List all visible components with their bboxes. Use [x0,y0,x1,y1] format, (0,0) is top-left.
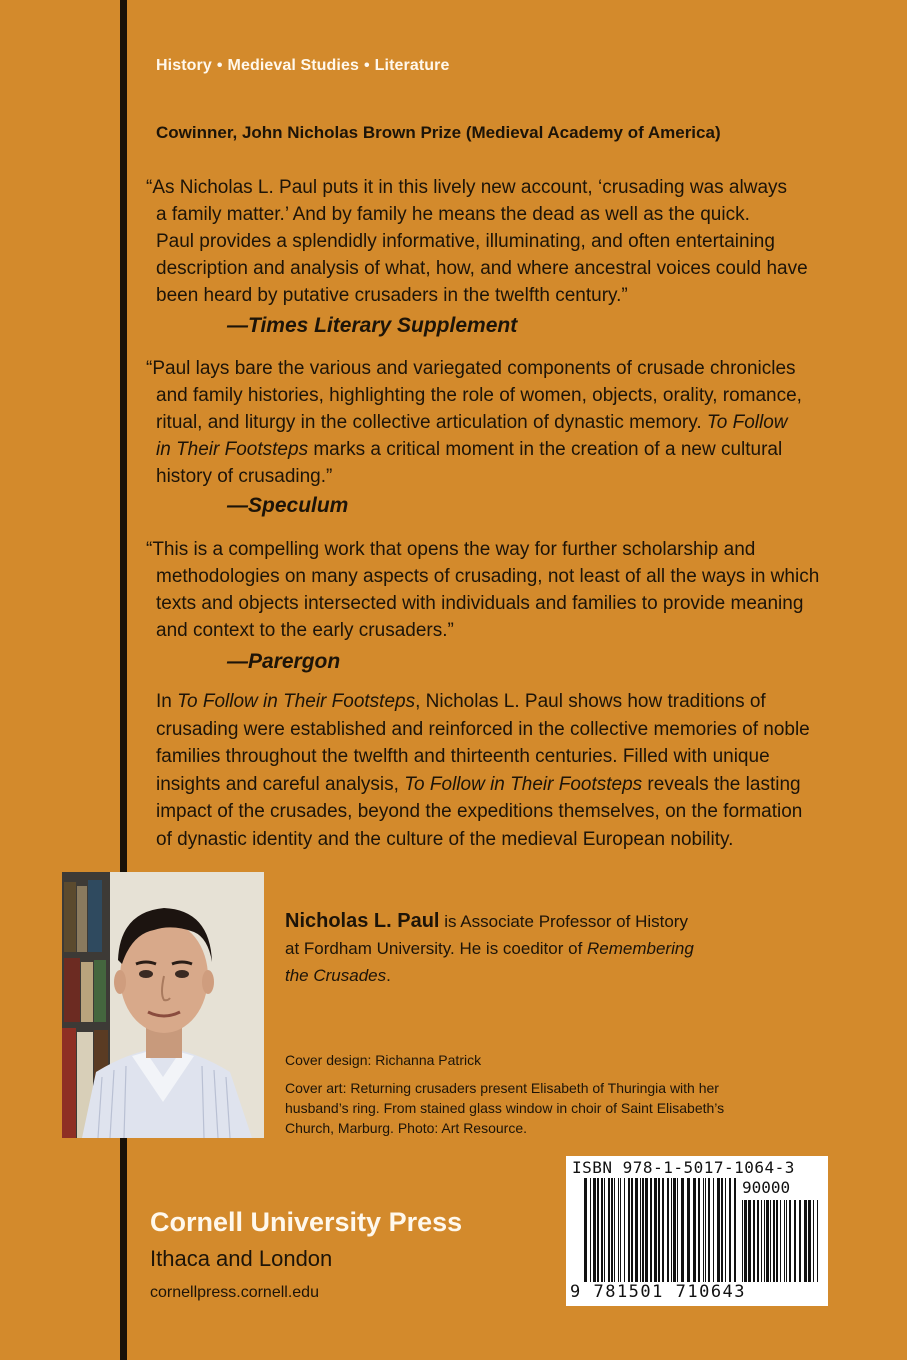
barcode-bar [667,1178,669,1282]
description-text: , Nicholas L. Paul shows how traditions of [415,691,766,712]
barcode-bar [650,1178,652,1282]
barcode-bar [584,1178,587,1282]
cover-art-credit [285,1078,825,1138]
description-line: crusading were established and reinforced in the collective memories of noble [156,718,810,740]
barcode-bar [590,1178,591,1282]
barcode-bar [705,1178,706,1282]
barcode-bar [748,1200,751,1282]
quote-line: and context to the early crusaders.” [156,620,454,641]
cover-design-credit: Cover design: Richanna Patrick [285,1052,482,1068]
barcode-bar [757,1200,759,1282]
book-title: Remembering [587,939,694,958]
subject-history: History [156,57,212,74]
barcode-bar [744,1200,747,1282]
publisher-name: Cornell University Press [150,1207,463,1237]
description-line: of dynastic identity and the culture of the medieval European nobility. [156,828,734,850]
prize-line: Cowinner, John Nicholas Brown Prize (Medieval Academy of America) [156,123,721,142]
barcode-bar [703,1178,704,1282]
quote-tls [146,174,876,309]
barcode-addon-bars [742,1200,822,1282]
barcode-bar [725,1178,726,1282]
barcode-bar [640,1178,641,1282]
author-bio [285,908,755,989]
book-title: To Follow in Their Footsteps [177,691,416,712]
bio-line [285,935,755,962]
barcode-bar [601,1178,603,1282]
barcode-bar [681,1178,684,1282]
quote-source-speculum: —Speculum [227,494,349,517]
author-photo-illustration [62,872,264,1138]
barcode-bar [677,1178,678,1282]
isbn-label: ISBN 978-1-5017-1064-3 [572,1158,795,1177]
barcode-bar [614,1178,615,1282]
description-line [156,771,856,799]
barcode-bar [753,1200,755,1282]
quote-line: been heard by putative crusaders in the twelfth century.” [156,285,628,306]
barcode-bar [618,1178,619,1282]
barcode-bar [799,1200,801,1282]
barcode-bar [673,1178,676,1282]
quote-line: and family histories, highlighting the role of women, objects, orality, romance, [156,385,802,406]
bio-text: is Associate Professor of History [439,912,688,931]
barcode-bar [635,1178,638,1282]
quote-line [156,409,876,436]
barcode-bar [784,1200,785,1282]
publisher-city: Ithaca and London [150,1246,333,1271]
barcode-bar [770,1200,771,1282]
barcode-bar [734,1178,736,1282]
quote-line: history of crusading.” [156,466,333,487]
author-photo [62,872,264,1138]
quote-source-parergon: —Parergon [227,650,341,673]
bio-line [285,908,755,935]
barcode-bar [766,1200,769,1282]
barcode-bar [804,1200,807,1282]
barcode-number: 9 781501 710643 [570,1282,747,1302]
bio-line [285,962,755,989]
quote-line: “Paul lays bare the various and variegated components of crusade chronicles [146,358,796,379]
quote-line: texts and objects intersected with individuals and families to provide meaning [156,593,804,614]
publisher-url: cornellpress.cornell.edu [150,1284,319,1301]
barcode-bar [786,1200,787,1282]
barcode-bar [662,1178,664,1282]
subject-separator: • [216,57,223,74]
author-name: Nicholas L. Paul [285,910,440,932]
description-text: reveals the lasting [642,773,801,795]
barcode-bar [764,1200,765,1282]
spine-line [120,0,127,1360]
barcode-bar [817,1200,818,1282]
quote-text: marks a critical moment in the creation of a new cultural [313,439,783,460]
isbn-barcode [566,1156,828,1306]
barcode-bar [761,1200,762,1282]
barcode-bar [604,1178,605,1282]
barcode-bar [687,1178,690,1282]
quote-line [156,436,876,463]
barcode-bar [721,1178,723,1282]
quote-line: methodologies on many aspects of crusading, not least of all the ways in which [156,566,820,587]
subject-medieval-studies: Medieval Studies [227,57,359,74]
barcode-bar [776,1200,778,1282]
barcode-bar [608,1178,610,1282]
barcode-bar [729,1178,731,1282]
quote-source-tls: —Times Literary Supplement [227,314,518,337]
subject-literature: Literature [374,57,450,74]
barcode-bar [624,1178,625,1282]
barcode-bar [642,1178,644,1282]
barcode-main-bars [584,1178,740,1282]
barcode-bar [658,1178,660,1282]
quote-line: “As Nicholas L. Paul puts it in this lively new account, ‘crusading was always [146,177,788,198]
quote-line: Paul provides a splendidly informative, illuminating, and often entertaining [156,231,775,252]
credit-line: husband’s ring. From stained glass window in choir of Saint Elisabeth’s [285,1100,725,1116]
barcode-bar [611,1178,613,1282]
description-line: impact of the crusades, beyond the expeditions themselves, on the formation [156,801,803,822]
subject-categories [156,57,449,75]
description-line [156,688,856,716]
quote-speculum [146,355,876,490]
barcode-bar [713,1178,714,1282]
barcode-bar [698,1178,700,1282]
description-text: insights and careful analysis, [156,773,405,795]
barcode-bar [620,1178,621,1282]
subject-separator: • [363,57,370,74]
description-line: families throughout the twelfth and thirteenth centuries. Filled with unique [156,746,770,767]
barcode-bar [597,1178,599,1282]
quote-parergon [146,536,876,644]
price-code: 90000 [742,1178,791,1197]
barcode-bar [708,1178,710,1282]
credit-line: Cover art: Returning crusaders present Elisabeth of Thuringia with her [285,1080,719,1096]
barcode-bar [693,1178,696,1282]
barcode-bar [789,1200,791,1282]
barcode-bar [813,1200,814,1282]
book-title: the Crusades [285,966,387,985]
quote-line: description and analysis of what, how, and where ancestral voices could have [156,258,808,279]
book-title: in Their Footsteps [156,439,309,460]
credit-line: Church, Marburg. Photo: Art Resource. [285,1120,527,1136]
barcode-bar [631,1178,633,1282]
quote-line: “This is a compelling work that opens the way for further scholarship and [146,539,756,560]
barcode-bar [794,1200,796,1282]
barcode-bar [742,1200,743,1282]
barcode-bar [773,1200,775,1282]
barcode-bar [654,1178,657,1282]
description-text: In [156,691,178,712]
book-title: To Follow [706,412,788,433]
quote-line: a family matter.’ And by family he means the dead as well as the quick. [156,204,750,225]
barcode-bar [593,1178,596,1282]
barcode-bar [671,1178,672,1282]
bio-text: at Fordham University. He is coeditor of [285,939,588,958]
book-description [156,688,856,853]
barcode-bar [628,1178,630,1282]
barcode-bar [717,1178,720,1282]
barcode-bar [780,1200,781,1282]
cover-credits [285,1050,825,1138]
barcode-bar [808,1200,811,1282]
barcode-bar [645,1178,648,1282]
bio-text: . [386,966,391,985]
quote-text: ritual, and liturgy in the collective articulation of dynastic memory. [156,412,702,433]
book-title: To Follow in Their Footsteps [404,773,643,795]
